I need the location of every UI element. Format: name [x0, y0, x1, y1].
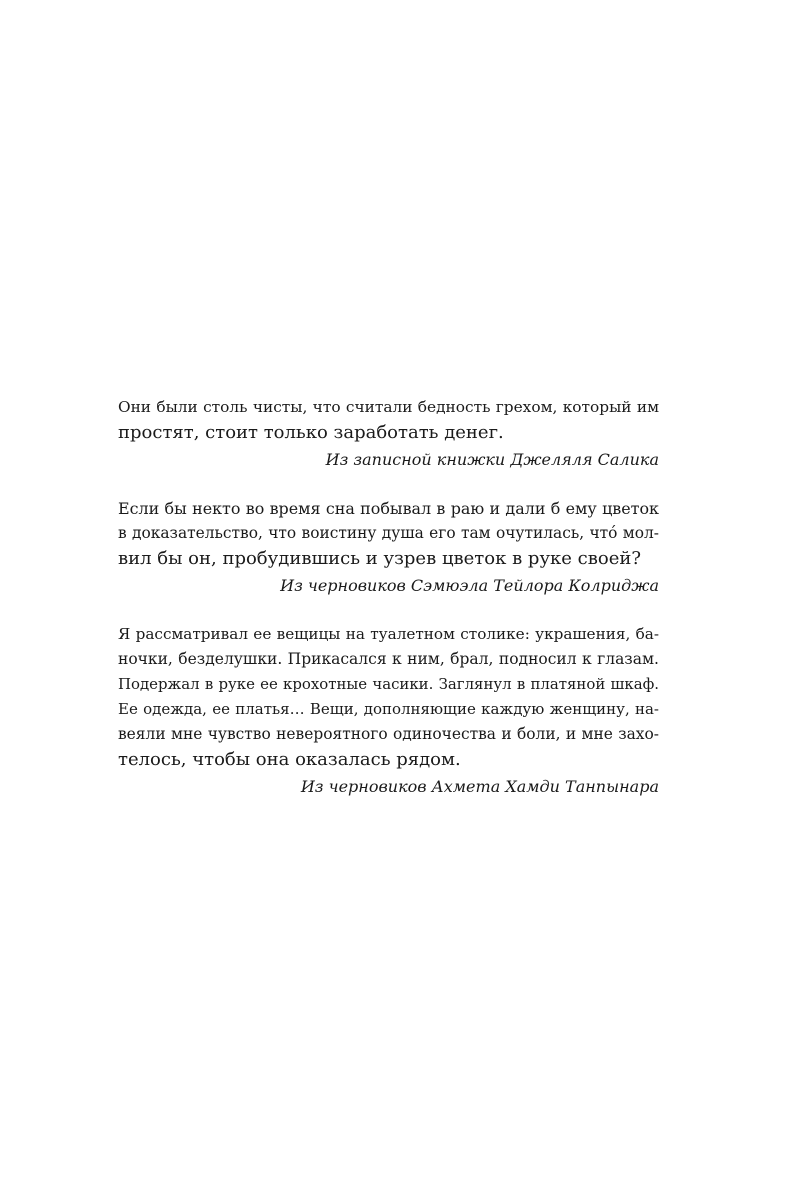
epigraph-1-line-2: простят, стоит только заработать денег. [118, 422, 504, 443]
epigraph-3 [118, 622, 659, 799]
epigraph-3-line-6: телось, чтобы она оказалась рядом. [118, 749, 461, 770]
epigraph-2 [118, 496, 659, 598]
epigraph-2-line-3: вил бы он, пробудившись и узрев цветок в руке своей? [118, 548, 642, 569]
epigraph-3-line-1: Я рассматривал ее вещицы на туалетном столике: украшения, ба- [118, 625, 659, 643]
epigraphs-block [118, 395, 659, 799]
epigraph-3-line-5: веяли мне чувство невероятного одиночества и боли, и мне захо- [118, 725, 659, 743]
epigraph-3-line-2: ночки, безделушки. Прикасался к ним, брал, подносил к глазам. [118, 650, 659, 668]
epigraph-2-line-2: в доказательство, что воистину душа его там очутилась, что́ мол- [118, 524, 659, 542]
epigraph-1-source: Из записной книжки Джеляля Салика [325, 450, 659, 469]
epigraph-1 [118, 395, 659, 472]
epigraph-3-source: Из черновиков Ахмета Хамди Танпынара [300, 777, 659, 796]
epigraph-3-line-4: Ее одежда, ее платья… Вещи, дополняющие каждую женщину, на- [118, 700, 659, 718]
epigraph-2-source: Из черновиков Сэмюэла Тейлора Колриджа [280, 576, 659, 595]
epigraph-2-line-1: Если бы некто во время сна побывал в раю и дали б ему цветок [118, 499, 659, 518]
epigraph-1-line-1: Они были столь чисты, что считали бедность грехом, который им [118, 398, 659, 416]
epigraph-3-line-3: Подержал в руке ее крохотные часики. Заглянул в платяной шкаф. [118, 675, 659, 693]
